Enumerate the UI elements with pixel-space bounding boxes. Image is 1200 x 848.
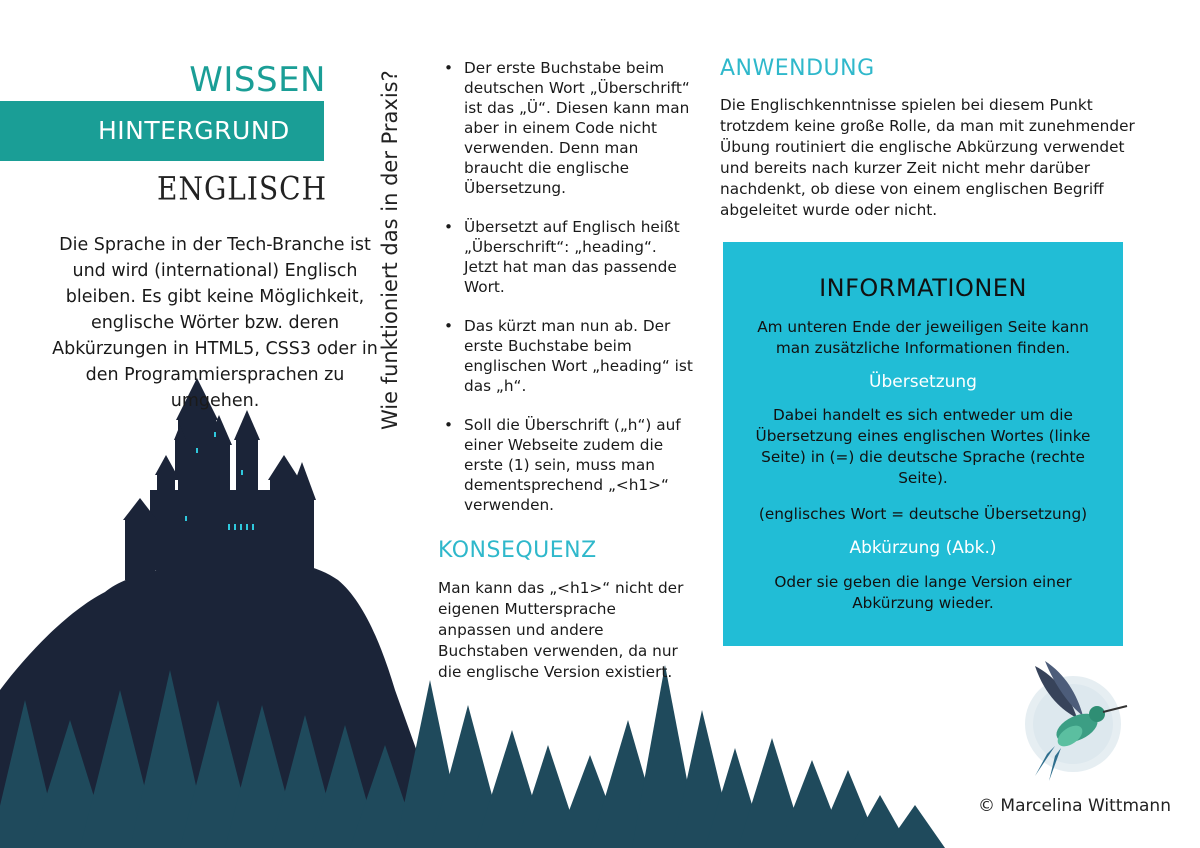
info-abbreviation-text: Oder sie geben die lange Version einer Abkürzung wieder. [774, 573, 1072, 612]
info-translation-example: (englisches Wort = deutsche Übersetzung) [758, 505, 1088, 523]
practice-bullet-list [440, 58, 695, 534]
info-subheading-abbreviation: Abkürzung (Abk.) [849, 538, 997, 558]
anwendung-heading: ANWENDUNG [720, 56, 875, 81]
hummingbird-icon [1015, 656, 1135, 786]
vertical-heading: Wie funktioniert das in der Praxis? [378, 70, 402, 430]
anwendung-text: Die Englischkenntnisse spielen bei diesem Punkt trotzdem keine große Rolle, da man mit zunehmender Übung routiniert die englische Abkürzung verwendet und bereits nach kurzer Zeit nicht mehr darüber nachdenkt, ob diese von einem englischen Begriff abgeleitet wurde oder nicht. [720, 96, 1135, 219]
bullet-text: Soll die Überschrift („h“) auf einer Webseite zudem die erste (1) sein, muss man dementsprechend „<h1>“ verwenden. [464, 416, 681, 514]
wissen-heading: WISSEN [189, 60, 326, 100]
hintergrund-heading: HINTERGRUND [98, 116, 290, 145]
bullet-icon: • [444, 59, 454, 77]
bullet-icon: • [444, 416, 454, 434]
information-box [723, 242, 1123, 646]
list-item [440, 415, 695, 515]
konsequenz-text: Man kann das „<h1>“ nicht der eigenen Muttersprache anpassen und andere Buchstaben verwenden, da nur die englische Version existiert. [438, 579, 684, 681]
list-item [440, 217, 695, 297]
intro-paragraph: Die Sprache in der Tech-Branche ist und wird (international) Englisch bleiben. Es gibt keine Möglichkeit, englische Wörter bzw. deren Abkürzungen in HTML5, CSS3 oder in den Programmiersprachen zu umgehen. [52, 235, 378, 411]
bullet-icon: • [444, 317, 454, 335]
bullet-text: Der erste Buchstabe beim deutschen Wort „Überschrift“ ist das „Ü“. Diesen kann man aber in einem Code nicht verwenden. Denn man braucht die englische Übersetzung. [464, 59, 690, 197]
info-intro: Am unteren Ende der jeweiligen Seite kann man zusätzliche Informationen finden. [757, 318, 1089, 357]
konsequenz-heading: KONSEQUENZ [438, 538, 597, 563]
bullet-icon: • [444, 218, 454, 236]
info-translation-text: Dabei handelt es sich entweder um die Übersetzung eines englischen Wortes (linke Seite) in (=) die deutsche Sprache (rechte Seite). [755, 406, 1091, 487]
info-title: INFORMATIONEN [819, 274, 1027, 302]
copyright-text: © Marcelina Wittmann [978, 796, 1171, 816]
bullet-text: Übersetzt auf Englisch heißt „Überschrift“: „heading“. Jetzt hat man das passende Wort. [464, 218, 680, 296]
info-subheading-translation: Übersetzung [869, 372, 977, 392]
list-item [440, 58, 695, 198]
englisch-title: ENGLISCH [157, 169, 327, 208]
bullet-text: Das kürzt man nun ab. Der erste Buchstabe beim englischen Wort „heading“ ist das „h“. [464, 317, 693, 395]
list-item [440, 316, 695, 396]
